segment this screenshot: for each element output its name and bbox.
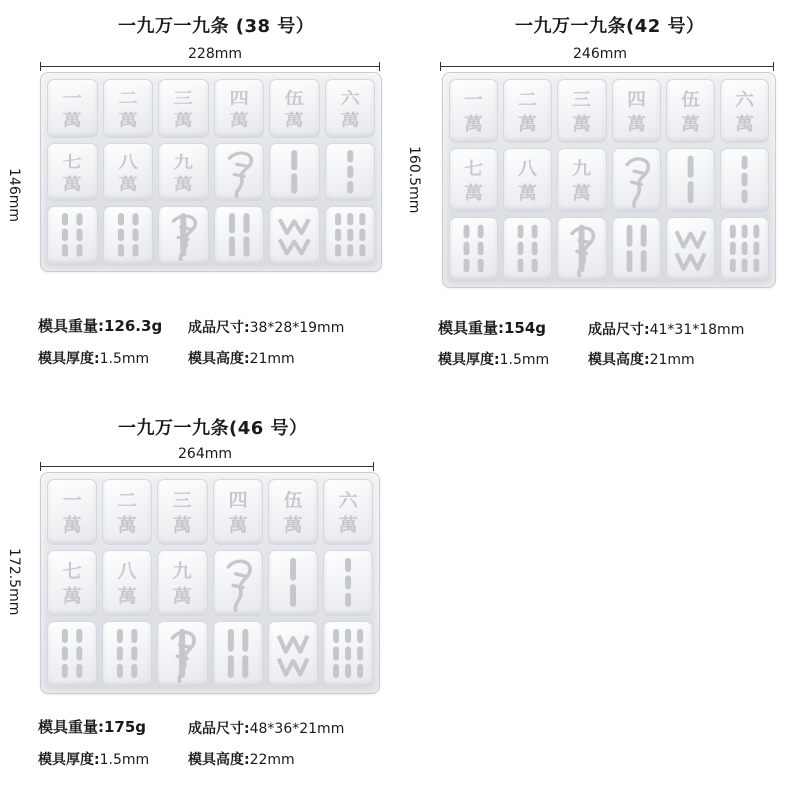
svg-text:一: 一	[62, 489, 82, 512]
mahjong-tile-cavity	[666, 217, 715, 281]
spec-size-label: 成品尺寸:	[588, 322, 650, 338]
mahjong-tile-cavity	[557, 217, 606, 281]
svg-text:萬: 萬	[572, 183, 592, 204]
svg-text:萬: 萬	[62, 111, 82, 131]
spec-mold-height-value: 21mm	[649, 352, 695, 368]
spec-weight-value: 154g	[504, 319, 547, 337]
mahjong-tile-cavity	[557, 148, 606, 212]
svg-text:七: 七	[62, 560, 82, 583]
svg-text:萬: 萬	[734, 114, 754, 135]
mahjong-tile-cavity	[720, 79, 769, 143]
svg-text:四: 四	[227, 489, 248, 512]
mahjong-tile-cavity	[323, 479, 373, 545]
tile-engraving-icon	[326, 207, 375, 264]
spec-size-value: 38*28*19mm	[249, 320, 345, 336]
svg-text:三: 三	[172, 489, 193, 512]
mold-38-height-label: 146mm	[6, 168, 22, 222]
spec-mold-height-value: 21mm	[249, 351, 295, 367]
svg-text:伍: 伍	[680, 89, 700, 111]
svg-text:三: 三	[173, 88, 193, 108]
svg-text:二: 二	[518, 89, 538, 111]
mahjong-tile-cavity	[325, 206, 376, 265]
tile-engraving-icon	[269, 551, 317, 615]
mahjong-tile-cavity	[102, 550, 152, 616]
svg-text:萬: 萬	[284, 111, 304, 131]
mahjong-tile-cavity	[213, 621, 263, 687]
tile-engraving-icon	[667, 80, 714, 142]
tile-engraving-icon	[667, 149, 714, 211]
mold-38-specs	[38, 315, 378, 375]
mahjong-tile-cavity	[47, 550, 97, 616]
svg-text:萬: 萬	[680, 114, 700, 135]
mold-46-specs	[38, 716, 398, 776]
svg-text:萬: 萬	[626, 114, 646, 135]
mahjong-tile-cavity	[720, 148, 769, 212]
svg-text:七: 七	[62, 152, 82, 172]
spec-weight-value: 126.3g	[104, 317, 163, 335]
mahjong-tile-cavity	[268, 550, 318, 616]
spec-thickness-value: 1.5mm	[499, 352, 550, 368]
spec-thickness-label: 模具厚度:	[38, 351, 100, 367]
mold-46-title: 一九万一九条(46 号）	[118, 418, 308, 439]
mahjong-tile-cavity	[557, 79, 606, 143]
spec-weight-label: 模具重量:	[438, 319, 504, 337]
mold-42-title: 一九万一九条(42 号）	[515, 16, 705, 37]
spec-size-value: 41*31*18mm	[649, 322, 745, 338]
svg-text:萬: 萬	[118, 111, 138, 131]
tile-engraving-icon	[721, 149, 768, 211]
svg-text:八: 八	[118, 152, 138, 172]
tile-engraving-icon	[158, 622, 206, 686]
svg-text:萬: 萬	[173, 174, 193, 194]
mahjong-tile-cavity	[503, 79, 552, 143]
tile-engraving-icon	[326, 80, 375, 137]
tile-engraving-icon	[324, 622, 372, 686]
mahjong-tile-cavity	[325, 79, 376, 138]
mold-42-width-line	[440, 66, 774, 67]
svg-text:九: 九	[173, 152, 193, 172]
svg-text:二: 二	[117, 489, 137, 512]
mold-38-tray	[40, 72, 382, 272]
tile-engraving-icon	[326, 144, 375, 201]
mold-46-width-line	[40, 466, 374, 467]
mahjong-tile-cavity	[102, 621, 152, 687]
tile-engraving-icon	[214, 551, 262, 615]
mahjong-tile-cavity	[666, 79, 715, 143]
tile-engraving-icon	[324, 551, 372, 615]
mold-38-width-label: 228mm	[188, 46, 242, 62]
svg-text:萬: 萬	[338, 514, 358, 537]
tile-engraving-icon	[215, 207, 264, 264]
spec-mold-height-value: 22mm	[249, 752, 295, 768]
svg-text:六: 六	[734, 89, 754, 111]
svg-text:四: 四	[229, 88, 249, 108]
spec-thickness-label: 模具厚度:	[38, 752, 100, 768]
svg-text:萬: 萬	[62, 514, 82, 537]
svg-text:萬: 萬	[518, 114, 538, 135]
spec-weight-label: 模具重量:	[38, 317, 104, 335]
svg-text:萬: 萬	[518, 183, 538, 204]
tile-engraving-icon	[269, 480, 317, 544]
tile-engraving-icon	[104, 144, 153, 201]
svg-text:萬: 萬	[172, 514, 193, 537]
mahjong-tile-cavity	[158, 206, 209, 265]
mahjong-tile-cavity	[449, 148, 498, 212]
spec-mold-height-label: 模具高度:	[188, 351, 250, 367]
svg-text:萬: 萬	[172, 585, 193, 608]
svg-text:伍: 伍	[283, 489, 303, 512]
mahjong-tile-cavity	[47, 206, 98, 265]
mold-46-height-label: 172.5mm	[6, 548, 22, 616]
tile-engraving-icon	[103, 551, 151, 615]
tile-engraving-icon	[159, 207, 208, 264]
svg-text:萬: 萬	[340, 111, 360, 131]
mold-42-width-label: 246mm	[573, 46, 627, 62]
tile-engraving-icon	[48, 80, 97, 137]
tile-engraving-icon	[103, 480, 151, 544]
svg-text:八: 八	[518, 158, 538, 180]
mahjong-tile-cavity	[157, 550, 207, 616]
mahjong-tile-cavity	[323, 550, 373, 616]
spec-weight-label: 模具重量:	[38, 718, 104, 736]
mahjong-tile-cavity	[157, 621, 207, 687]
svg-text:萬: 萬	[173, 111, 193, 131]
mahjong-tile-cavity	[158, 143, 209, 202]
spec-thickness-value: 1.5mm	[99, 351, 150, 367]
tile-engraving-icon	[613, 218, 660, 280]
tile-engraving-icon	[270, 207, 319, 264]
spec-mold-height-label: 模具高度:	[588, 352, 650, 368]
svg-text:萬: 萬	[227, 514, 248, 537]
mahjong-tile-cavity	[503, 217, 552, 281]
mold-46-tray	[40, 472, 380, 694]
svg-text:萬: 萬	[62, 585, 82, 608]
mahjong-tile-cavity	[102, 479, 152, 545]
mold-42-tray	[442, 72, 776, 288]
mahjong-tile-cavity	[720, 217, 769, 281]
mahjong-tile-cavity	[103, 79, 154, 138]
spec-mold-height-label: 模具高度:	[188, 752, 250, 768]
svg-text:三: 三	[572, 89, 592, 111]
tile-engraving-icon	[504, 80, 551, 142]
tile-engraving-icon	[721, 218, 768, 280]
mahjong-tile-cavity	[449, 79, 498, 143]
tile-engraving-icon	[504, 218, 551, 280]
svg-text:七: 七	[464, 158, 484, 180]
tile-engraving-icon	[721, 80, 768, 142]
mahjong-tile-cavity	[47, 621, 97, 687]
tile-engraving-icon	[613, 80, 660, 142]
tile-engraving-icon	[215, 80, 264, 137]
mahjong-tile-cavity	[269, 206, 320, 265]
svg-text:一: 一	[62, 88, 82, 108]
tile-engraving-icon	[450, 149, 497, 211]
svg-text:九: 九	[572, 158, 592, 180]
mahjong-tile-cavity	[214, 143, 265, 202]
mahjong-tile-cavity	[158, 79, 209, 138]
svg-text:八: 八	[117, 560, 137, 583]
tile-engraving-icon	[324, 480, 372, 544]
svg-text:九: 九	[172, 560, 193, 583]
svg-text:萬: 萬	[118, 174, 138, 194]
mold-42-height-label: 160.5mm	[406, 146, 422, 214]
tile-engraving-icon	[159, 144, 208, 201]
spec-size-value: 48*36*21mm	[249, 721, 345, 737]
mahjong-tile-cavity	[612, 217, 661, 281]
mahjong-tile-cavity	[47, 143, 98, 202]
mold-46-width-label: 264mm	[178, 446, 232, 462]
tile-engraving-icon	[48, 480, 96, 544]
tile-engraving-icon	[48, 551, 96, 615]
spec-size-label: 成品尺寸:	[188, 721, 250, 737]
mahjong-tile-cavity	[214, 79, 265, 138]
mahjong-tile-cavity	[503, 148, 552, 212]
tile-engraving-icon	[214, 622, 262, 686]
tile-engraving-icon	[270, 80, 319, 137]
mold-38-width-line	[40, 66, 380, 67]
svg-text:伍: 伍	[284, 88, 304, 108]
tile-engraving-icon	[667, 218, 714, 280]
mahjong-tile-cavity	[213, 479, 263, 545]
tile-engraving-icon	[48, 144, 97, 201]
svg-text:六: 六	[340, 88, 360, 108]
svg-text:萬: 萬	[464, 114, 484, 135]
mahjong-tile-cavity	[612, 79, 661, 143]
spec-thickness-label: 模具厚度:	[438, 352, 500, 368]
svg-text:萬: 萬	[572, 114, 592, 135]
tile-engraving-icon	[558, 80, 605, 142]
mahjong-tile-cavity	[612, 148, 661, 212]
spec-size-label: 成品尺寸:	[188, 320, 250, 336]
mold-38-title: 一九万一九条 (38 号）	[118, 16, 315, 37]
tile-engraving-icon	[48, 207, 97, 264]
svg-text:六: 六	[338, 489, 358, 512]
mahjong-tile-cavity	[325, 143, 376, 202]
mahjong-tile-cavity	[268, 479, 318, 545]
tile-engraving-icon	[48, 622, 96, 686]
tile-engraving-icon	[558, 218, 605, 280]
mahjong-tile-cavity	[666, 148, 715, 212]
svg-text:萬: 萬	[62, 174, 82, 194]
mahjong-tile-cavity	[449, 217, 498, 281]
tile-engraving-icon	[504, 149, 551, 211]
mahjong-tile-cavity	[103, 206, 154, 265]
tile-engraving-icon	[103, 622, 151, 686]
mahjong-tile-cavity	[47, 79, 98, 138]
tile-engraving-icon	[158, 551, 206, 615]
tile-engraving-icon	[215, 144, 264, 201]
svg-text:二: 二	[118, 88, 138, 108]
tile-engraving-icon	[159, 80, 208, 137]
mahjong-tile-cavity	[323, 621, 373, 687]
mold-42-specs	[438, 317, 788, 377]
tile-engraving-icon	[270, 144, 319, 201]
svg-text:四: 四	[626, 89, 646, 111]
mahjong-tile-cavity	[269, 143, 320, 202]
svg-text:萬: 萬	[283, 514, 303, 537]
svg-text:萬: 萬	[464, 183, 484, 204]
tile-engraving-icon	[269, 622, 317, 686]
tile-engraving-icon	[613, 149, 660, 211]
tile-engraving-icon	[450, 80, 497, 142]
tile-engraving-icon	[214, 480, 262, 544]
mahjong-tile-cavity	[47, 479, 97, 545]
svg-text:萬: 萬	[117, 514, 137, 537]
tile-engraving-icon	[558, 149, 605, 211]
spec-thickness-value: 1.5mm	[99, 752, 150, 768]
svg-text:萬: 萬	[229, 111, 249, 131]
spec-weight-value: 175g	[104, 718, 147, 736]
svg-text:一: 一	[464, 89, 484, 111]
mahjong-tile-cavity	[214, 206, 265, 265]
tile-engraving-icon	[450, 218, 497, 280]
mahjong-tile-cavity	[213, 550, 263, 616]
mahjong-tile-cavity	[157, 479, 207, 545]
tile-engraving-icon	[158, 480, 206, 544]
mahjong-tile-cavity	[268, 621, 318, 687]
svg-text:萬: 萬	[117, 585, 137, 608]
tile-engraving-icon	[104, 80, 153, 137]
mahjong-tile-cavity	[269, 79, 320, 138]
tile-engraving-icon	[104, 207, 153, 264]
mahjong-tile-cavity	[103, 143, 154, 202]
